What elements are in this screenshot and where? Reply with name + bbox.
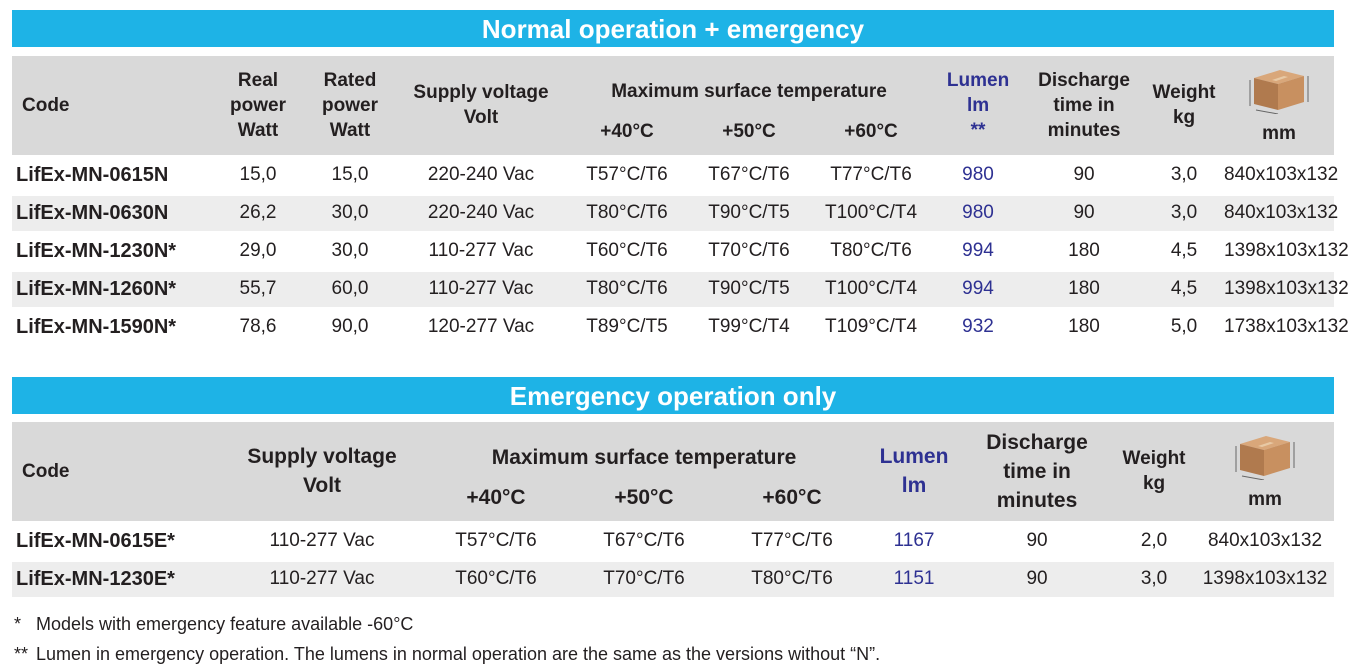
cell-discharge-time: 90 (1024, 156, 1144, 194)
cell-code: LifEx-MN-1230E* (12, 560, 222, 597)
cell-temp-60: T100°C/T4 (810, 270, 932, 308)
cell-rated-power: 30,0 (304, 194, 396, 232)
cell-supply-voltage: 110-277 Vac (396, 232, 566, 270)
cell-code: LifEx-MN-0630N (12, 194, 212, 232)
cell-temp-50: T67°C/T6 (688, 156, 810, 194)
cell-temp-60: T109°C/T4 (810, 308, 932, 345)
table-row (12, 270, 1334, 308)
header-supply-voltage: Supply voltage Volt (396, 56, 566, 156)
cell-temp-60: T77°C/T6 (810, 156, 932, 194)
cell-temp-40: T57°C/T6 (422, 522, 570, 560)
cell-temp-40: T57°C/T6 (566, 156, 688, 194)
header-rated-power: Rated power Watt (304, 56, 396, 156)
emergency-header-discharge-time: Discharge time in minutes (962, 422, 1112, 522)
cell-dimensions: 840x103x132 (1224, 194, 1334, 232)
header-code: Code (12, 56, 212, 156)
cell-temp-60: T100°C/T4 (810, 194, 932, 232)
cell-temp-50: T67°C/T6 (570, 522, 718, 560)
cell-weight: 3,0 (1144, 156, 1224, 194)
cell-weight: 2,0 (1112, 522, 1196, 560)
header-weight: Weight kg (1144, 56, 1224, 156)
cell-discharge-time: 180 (1024, 270, 1144, 308)
table-row (12, 308, 1334, 345)
header-temp-40: +40°C (566, 108, 688, 156)
cell-real-power: 55,7 (212, 270, 304, 308)
header-temp-60: +60°C (810, 108, 932, 156)
emergency-header-temp-50: +50°C (570, 474, 718, 522)
cell-dimensions: 840x103x132 (1196, 522, 1334, 560)
cell-temp-40: T60°C/T6 (566, 232, 688, 270)
cell-weight: 4,5 (1144, 232, 1224, 270)
emergency-header-max-surface-temperature: Maximum surface temperature (422, 422, 866, 474)
cell-weight: 5,0 (1144, 308, 1224, 345)
cell-supply-voltage: 110-277 Vac (396, 270, 566, 308)
table-row (12, 232, 1334, 270)
cell-supply-voltage: 120-277 Vac (396, 308, 566, 345)
table-row (12, 522, 1334, 560)
emergency-header-lumen: Lumen lm (866, 422, 962, 522)
cell-discharge-time: 90 (962, 560, 1112, 597)
cell-dimensions: 1738x103x132 (1224, 308, 1334, 345)
normal-spec-table (12, 56, 1349, 345)
emergency-section-title: Emergency operation only (12, 377, 1334, 414)
footnote-1 (14, 614, 413, 635)
header-max-surface-temperature: Maximum surface temperature (566, 56, 932, 108)
footnote-text: Lumen in emergency operation. The lumens in normal operation are the same as the versions without “N”. (36, 644, 881, 664)
cell-discharge-time: 180 (1024, 308, 1144, 345)
cell-temp-50: T90°C/T5 (688, 270, 810, 308)
box-dimension-icon (1234, 430, 1296, 480)
cell-weight: 3,0 (1144, 194, 1224, 232)
cell-code: LifEx-MN-0615E* (12, 522, 222, 560)
emergency-header-temp-40: +40°C (422, 474, 570, 522)
cell-discharge-time: 90 (962, 522, 1112, 560)
normal-section-title: Normal operation + emergency (12, 10, 1334, 47)
cell-real-power: 26,2 (212, 194, 304, 232)
cell-real-power: 78,6 (212, 308, 304, 345)
table-row (12, 560, 1334, 597)
emergency-header-temp-60: +60°C (718, 474, 866, 522)
cell-lumen: 980 (932, 194, 1024, 232)
table-row (12, 156, 1334, 194)
cell-temp-50: T70°C/T6 (570, 560, 718, 597)
cell-rated-power: 90,0 (304, 308, 396, 345)
cell-code: LifEx-MN-1230N* (12, 232, 212, 270)
cell-code: LifEx-MN-1590N* (12, 308, 212, 345)
cell-temp-40: T80°C/T6 (566, 270, 688, 308)
emergency-header-weight: Weight kg (1112, 422, 1196, 522)
cell-weight: 4,5 (1144, 270, 1224, 308)
cell-temp-40: T89°C/T5 (566, 308, 688, 345)
header-temp-50: +50°C (688, 108, 810, 156)
cell-real-power: 29,0 (212, 232, 304, 270)
cell-supply-voltage: 110-277 Vac (222, 522, 422, 560)
emergency-header-dimensions: mm (1196, 422, 1334, 522)
cell-dimensions: 1398x103x132 (1224, 232, 1334, 270)
cell-temp-40: T80°C/T6 (566, 194, 688, 232)
cell-discharge-time: 90 (1024, 194, 1144, 232)
header-dimensions: mm (1224, 56, 1334, 156)
header-lumen: Lumen lm ** (932, 56, 1024, 156)
cell-weight: 3,0 (1112, 560, 1196, 597)
cell-real-power: 15,0 (212, 156, 304, 194)
emergency-spec-table (12, 422, 1334, 597)
cell-lumen: 1151 (866, 560, 962, 597)
cell-lumen: 980 (932, 156, 1024, 194)
emergency-header-code: Code (12, 422, 222, 522)
cell-rated-power: 15,0 (304, 156, 396, 194)
cell-discharge-time: 180 (1024, 232, 1144, 270)
cell-lumen: 994 (932, 232, 1024, 270)
footnote-mark: * (14, 614, 22, 634)
cell-dimensions: 840x103x132 (1224, 156, 1334, 194)
cell-temp-50: T99°C/T4 (688, 308, 810, 345)
cell-temp-50: T90°C/T5 (688, 194, 810, 232)
cell-code: LifEx-MN-0615N (12, 156, 212, 194)
cell-temp-60: T80°C/T6 (718, 560, 866, 597)
cell-temp-40: T60°C/T6 (422, 560, 570, 597)
header-discharge-time: Discharge time in minutes (1024, 56, 1144, 156)
cell-supply-voltage: 220-240 Vac (396, 156, 566, 194)
cell-temp-50: T70°C/T6 (688, 232, 810, 270)
cell-temp-60: T77°C/T6 (718, 522, 866, 560)
cell-supply-voltage: 220-240 Vac (396, 194, 566, 232)
cell-lumen: 1167 (866, 522, 962, 560)
header-real-power: Real power Watt (212, 56, 304, 156)
cell-rated-power: 60,0 (304, 270, 396, 308)
cell-code: LifEx-MN-1260N* (12, 270, 212, 308)
emergency-header-supply-voltage: Supply voltage Volt (222, 422, 422, 522)
footnote-2 (14, 644, 880, 665)
cell-lumen: 932 (932, 308, 1024, 345)
footnote-text: Models with emergency feature available -60°C (36, 614, 414, 634)
cell-dimensions: 1398x103x132 (1196, 560, 1334, 597)
cell-lumen: 994 (932, 270, 1024, 308)
cell-rated-power: 30,0 (304, 232, 396, 270)
cell-dimensions: 1398x103x132 (1224, 270, 1334, 308)
box-dimension-icon (1248, 64, 1310, 114)
table-row (12, 194, 1334, 232)
footnote-mark: ** (14, 644, 29, 664)
cell-supply-voltage: 110-277 Vac (222, 560, 422, 597)
cell-temp-60: T80°C/T6 (810, 232, 932, 270)
